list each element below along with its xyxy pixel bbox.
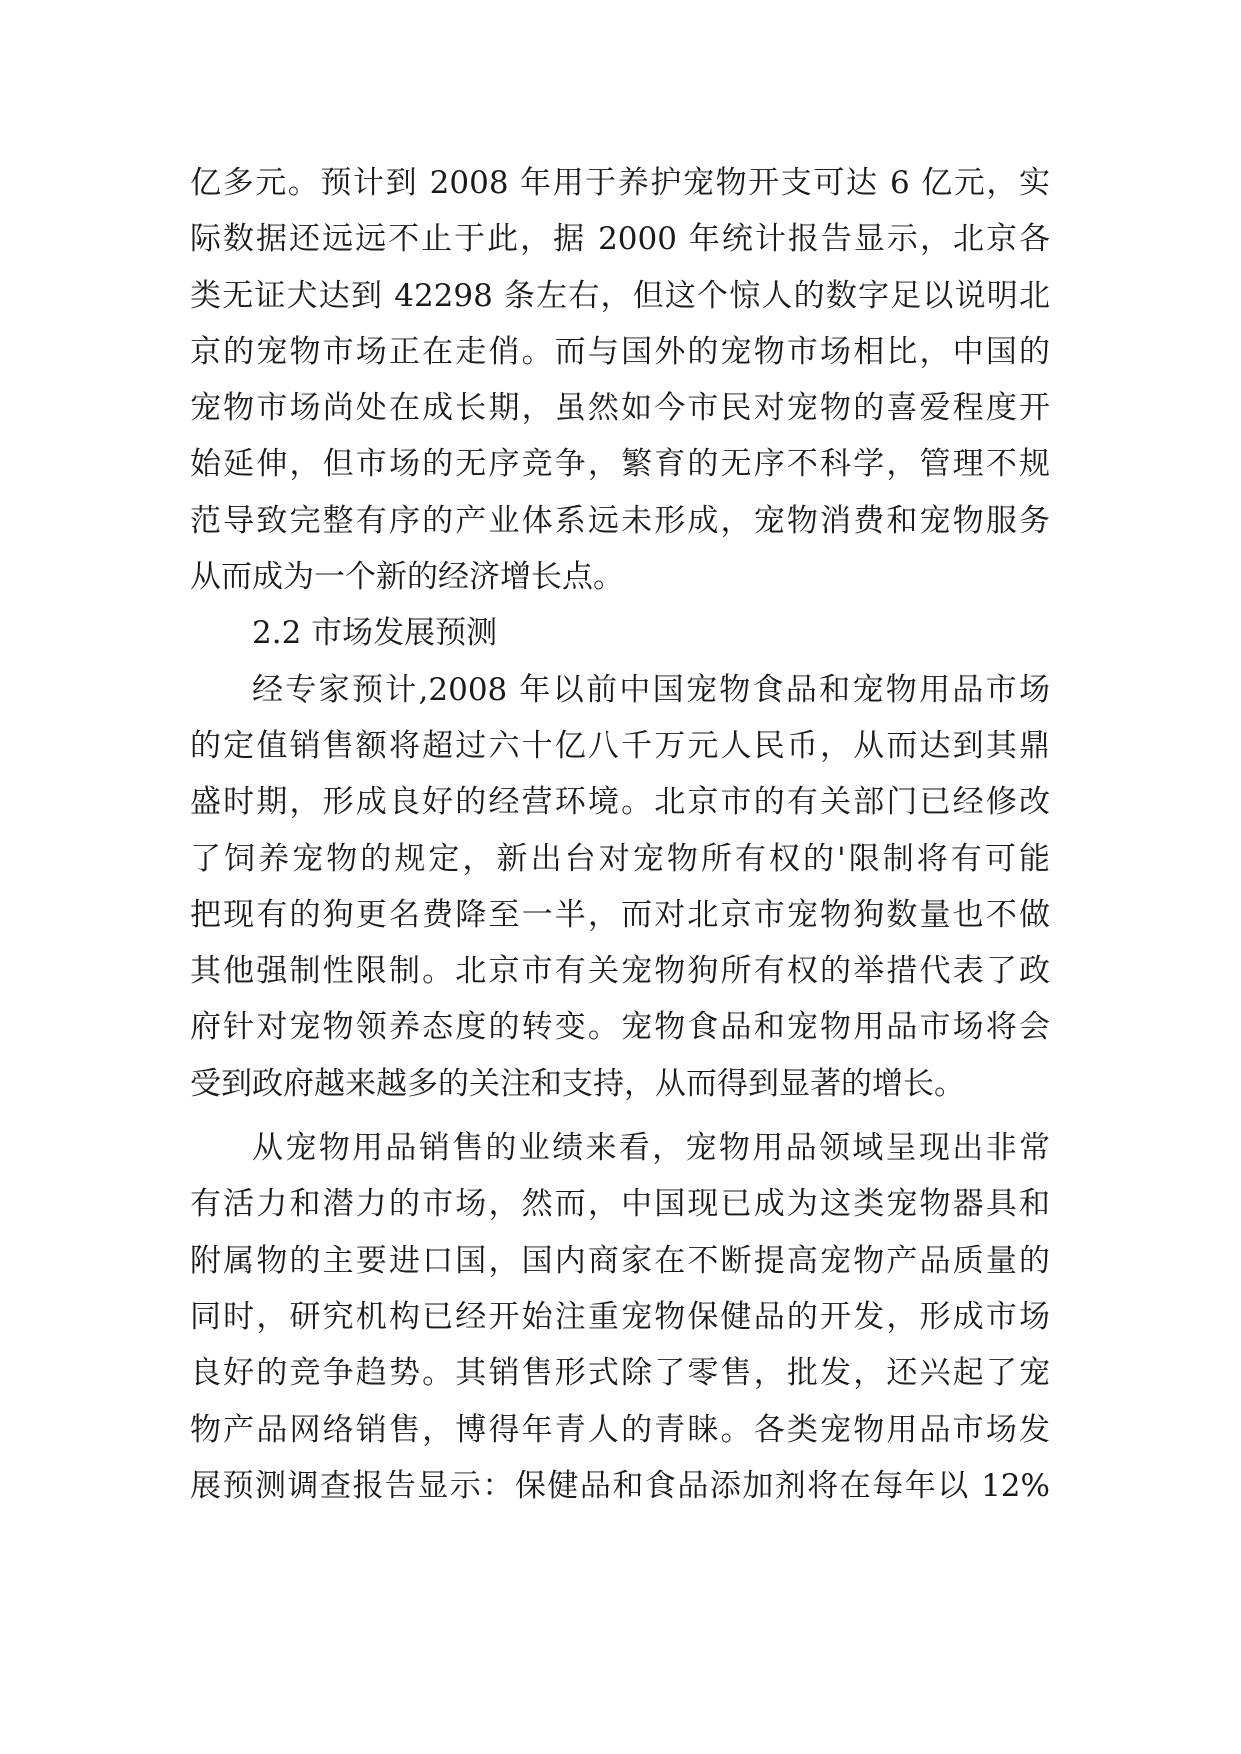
text-line: 附属物的主要进口国，国内商家在不断提高宠物产品质量的 bbox=[190, 1242, 1050, 1279]
text-line: 始延伸，但市场的无序竞争，繁育的无序不科学，管理不规 bbox=[190, 446, 1050, 483]
text-line: 范导致完整有序的产业体系远未形成，宠物消费和宠物服务 bbox=[190, 502, 1050, 539]
text-line: 的定值销售额将超过六十亿八千万元人民币，从而达到其鼎 bbox=[190, 727, 1050, 764]
section-heading bbox=[190, 605, 1050, 661]
text-line: 有活力和潜力的市场，然而，中国现已成为这类宠物器具和 bbox=[190, 1186, 1050, 1223]
text-line: 展预测调查报告显示：保健品和食品添加剂将在每年以 12% bbox=[190, 1467, 1050, 1504]
text-line: 从宠物用品销售的业绩来看，宠物用品领域呈现出非常 bbox=[252, 1130, 1050, 1167]
text-line: 京的宠物市场正在走俏。而与国外的宠物市场相比，中国的 bbox=[190, 333, 1050, 370]
text-line: 了饲养宠物的规定，新出台对宠物所有权的'限制将有可能 bbox=[190, 840, 1050, 877]
text-line: 其他强制性限制。北京市有关宠物狗所有权的举措代表了政 bbox=[190, 953, 1050, 990]
text-line: 把现有的狗更名费降至一半，而对北京市宠物狗数量也不做 bbox=[190, 896, 1050, 933]
text-line: 物产品网络销售，博得年青人的青睐。各类宠物用品市场发 bbox=[190, 1411, 1050, 1448]
text-line: 府针对宠物领养态度的转变。宠物食品和宠物用品市场将会 bbox=[190, 1009, 1050, 1046]
text-line: 从而成为一个新的经济增长点。 bbox=[190, 559, 624, 596]
text-line: 经专家预计,2008 年以前中国宠物食品和宠物用品市场 bbox=[252, 671, 1050, 708]
text-line: 受到政府越来越多的关注和支持，从而得到显著的增长。 bbox=[190, 1065, 965, 1102]
paragraph-market-status bbox=[190, 155, 1050, 605]
section-heading-text: 2.2 市场发展预测 bbox=[252, 615, 498, 652]
text-line: 盛时期，形成良好的经营环境。北京市的有关部门已经修改 bbox=[190, 784, 1050, 821]
text-line: 宠物市场尚处在成长期，虽然如今市民对宠物的喜爱程度开 bbox=[190, 390, 1050, 427]
text-line: 良好的竞争趋势。其销售形式除了零售，批发，还兴起了宠 bbox=[190, 1355, 1050, 1392]
text-line: 同时，研究机构已经开始注重宠物保健品的开发，形成市场 bbox=[190, 1298, 1050, 1335]
text-line: 际数据还远远不止于此，据 2000 年统计报告显示，北京各 bbox=[190, 221, 1050, 258]
text-line: 类无证犬达到 42298 条左右，但这个惊人的数字足以说明北 bbox=[190, 277, 1050, 314]
text-line: 亿多元。预计到 2008 年用于养护宠物开支可达 6 亿元，实 bbox=[190, 165, 1050, 201]
paragraph-sales-performance bbox=[190, 1120, 1050, 1514]
document-page bbox=[190, 155, 1050, 1514]
paragraph-expert-forecast bbox=[190, 662, 1050, 1112]
